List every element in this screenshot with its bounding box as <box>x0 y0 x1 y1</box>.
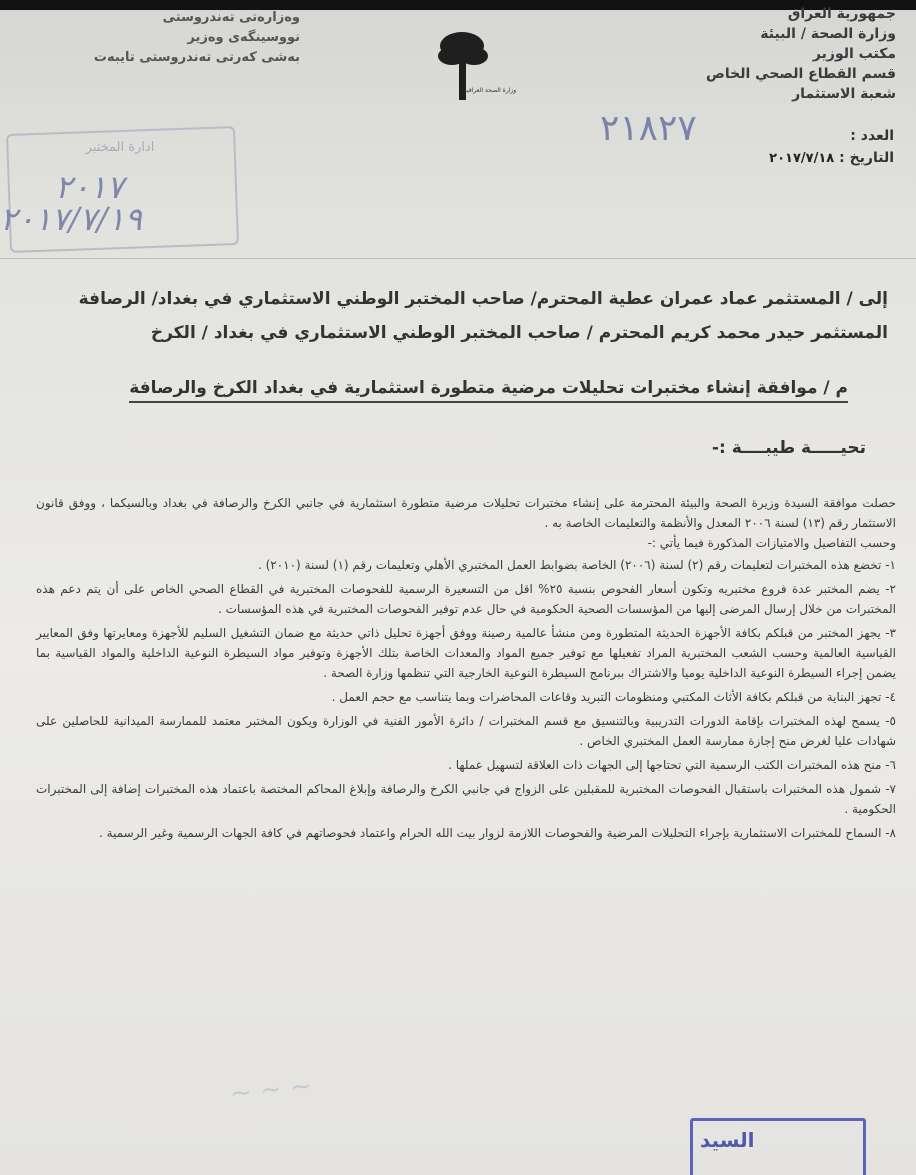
list-item: ٤- تجهز البناية من قبلكم بكافة الأثاث المكتبي ومنظومات التبريد وقاعات المحاضرات وبما يتناسب مع حجم العمل . <box>331 690 896 704</box>
number-label: العدد : <box>850 128 894 144</box>
addressee-line: إلى / المستثمر عماد عمران عطية المحترم/ صاحب المختبر الوطني الاستثماري في بغداد/ الرصافة <box>78 289 888 309</box>
kurdish-header <box>40 8 300 68</box>
list-item: ٥- يسمح لهذه المختبرات بإقامة الدورات التدريبية وبالتنسيق مع قسم المختبرات / دائرة الأمور الفنية في الوزارة ويكون المختبر معتمد للممارسة الميدانية للحاصلين على شهادات عليا لغرض منح إجازة ممارسة العمل المختبري الخاص . <box>36 714 896 748</box>
crescent-icon <box>428 6 510 124</box>
addressee-line: المستثمر حيدر محمد كريم المحترم / صاحب المختبر الوطني الاستثماري في بغداد / الكرخ <box>150 323 888 343</box>
handwritten-date: ٢٠١٧/٧/١٩ <box>0 200 142 238</box>
list-item: ٣- يجهز المختبر من قبلكم بكافة الأجهزة الحديثة المتطورة ومن منشأ عالمية رصينة ووفق أجهزة تحليل ذاتي حديثة مع ضمان التشغيل السليم للأجهزة ومعايرتها وفق المعايير القياسية العالمية وحسب الشعب المختبرية المراد تفعيلها مع توفير جميع المواد والمعدات الخاصة بتلك الأجهزة وتوفير مواد السيطرة النوعية الداخلية والمواد القياسية بما يضمن إجراء السيطرة النوعية الداخلية يوميا والاشتراك ببرنامج السيطرة النوعية الخارجية التي تنظمها وزارة الصحة . <box>36 626 896 680</box>
incoming-stamp-text: ادارة المختبر <box>85 140 155 155</box>
header-line: شعبة الاستثمار <box>792 86 896 102</box>
intro-lead: وحسب التفاصيل والامتيازات المذكورة فيما يأتي :- <box>647 536 896 550</box>
header-line: مكتب الوزير <box>812 46 896 62</box>
list-item: ٢- يضم المختبر عدة فروع مختبريه وتكون أسعار الفحوص بنسبة ٢٥% اقل من التسعيرة الرسمية للفحوصات المختبرية في القطاع الصحي الخاص على أن يتم دعم هذه المختبرات من خلال إرسال المرضى إليها من المؤسسات الصحية الحكومية في حال عدم توفير الفحوصات المختبرية في هذه المؤسسات . <box>36 582 896 616</box>
emblem-caption: وزارة الصحة العراقية <box>463 87 517 94</box>
header-line: جمهورية العراق <box>787 6 896 22</box>
faint-signature: ~ ~ ~ <box>228 1070 314 1110</box>
ministry-header <box>676 4 896 104</box>
date-row <box>674 147 894 170</box>
official-stamp-text: السيد <box>700 1128 755 1152</box>
list-item: ٦- منح هذه المختبرات الكتب الرسمية التي تحتاجها إلى الجهات ذات العلاقة لتسهيل عملها . <box>448 758 896 772</box>
header-line: قسم القطاع الصحي الخاص <box>706 66 896 82</box>
subject-text: م / موافقة إنشاء مختبرات تحليلات مرضية متطورة استثمارية في بغداد الكرخ والرصافة <box>129 378 848 403</box>
number-row <box>674 125 894 147</box>
header-line: وەزارەتی تەندروستی <box>162 10 300 25</box>
subject-line <box>68 378 848 398</box>
list-item: ٧- شمول هذه المختبرات باستقبال الفحوصات المختبرية للمقبلين على الزواج في جانبي الكرخ والرصافة وإبلاغ المحاكم المختصة باعتماد هذه المختبرات إضافة إلى المختبرات الحكومية . <box>36 782 896 816</box>
date-label: التاريخ : <box>839 150 894 166</box>
header-line: نووسینگەی وەزیر <box>187 30 300 45</box>
header-divider <box>0 258 916 259</box>
letter-body <box>36 493 896 847</box>
intro-paragraph: حصلت موافقة السيدة وزيرة الصحة والبيئة المحترمة على إنشاء مختبرات تحليلات مرضية متطورة استثمارية في جانبي الكرخ والرصافة في بغداد وبالسيكما ، ووفق قانون الاستثمار رقم (١٣) لسنة ٢٠٠٦ المعدل والأنظمة والتعليمات الخاصة به . <box>36 496 896 530</box>
header-line: بەشی کەرتی تەندروستی تایبەت <box>93 50 300 65</box>
date-value: ٢٠١٧/٧/١٨ <box>769 151 835 166</box>
list-item: ٨- السماح للمختبرات الاستثمارية بإجراء التحليلات المرضية والفحوصات اللازمة لزوار بيت الله الحرام واعتماد فحوصاتهم في كافة الجهات الرسمية وغير الرسمية . <box>99 826 896 840</box>
conditions-list <box>36 555 896 843</box>
addressee-block <box>28 282 888 350</box>
reference-block <box>674 125 894 170</box>
handwritten-number: ٢٠١٧ <box>55 168 124 206</box>
handwritten-ref-number: ٢١٨٢٧ <box>600 108 697 149</box>
greeting: تحيـــــة طيبــــة :- <box>711 438 866 458</box>
list-item: ١- تخضع هذه المختبرات لتعليمات رقم (٢) لسنة (٢٠٠٦) الخاصة بضوابط العمل المختبري الأهلي وتعليمات رقم (١) لسنة (٢٠١٠) . <box>257 558 896 572</box>
ministry-emblem <box>400 0 520 140</box>
header-line: وزارة الصحة / البيئة <box>760 26 896 42</box>
